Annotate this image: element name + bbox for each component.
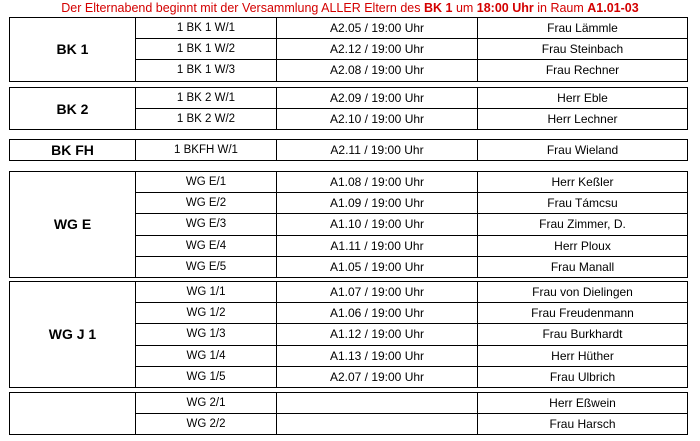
class-cell: WG E/3: [136, 214, 277, 235]
room-time-cell: A2.05 / 19:00 Uhr: [277, 18, 478, 39]
class-cell: WG E/4: [136, 235, 277, 256]
group-name: WG E: [10, 172, 136, 278]
room-time-cell: A2.11 / 19:00 Uhr: [277, 140, 478, 161]
table-row: [10, 172, 688, 193]
teacher-cell: Frau Freudenmann: [478, 303, 688, 324]
class-cell: 1 BK 2 W/1: [136, 88, 277, 109]
class-cell: WG 1/4: [136, 345, 277, 366]
group-table: [9, 139, 688, 161]
room-time-cell: [277, 393, 478, 414]
teacher-cell: Herr Ploux: [478, 235, 688, 256]
table-row: [10, 88, 688, 109]
teacher-cell: Frau Steinbach: [478, 39, 688, 60]
table-row: [10, 18, 688, 39]
teacher-cell: Herr Hüther: [478, 345, 688, 366]
class-cell: 1 BK 1 W/3: [136, 60, 277, 81]
banner-bold-group: BK 1: [423, 1, 453, 15]
class-cell: WG 2/2: [136, 414, 277, 435]
room-time-cell: A2.08 / 19:00 Uhr: [277, 60, 478, 81]
teacher-cell: Frau Wieland: [478, 140, 688, 161]
room-time-cell: A1.10 / 19:00 Uhr: [277, 214, 478, 235]
teacher-cell: Frau Támcsu: [478, 193, 688, 214]
class-cell: WG 1/3: [136, 324, 277, 345]
class-cell: WG 2/1: [136, 393, 277, 414]
class-cell: 1 BK 1 W/2: [136, 39, 277, 60]
teacher-cell: Frau Manall: [478, 256, 688, 277]
teacher-cell: Frau von Dielingen: [478, 282, 688, 303]
teacher-cell: Frau Harsch: [478, 414, 688, 435]
group-table: [9, 171, 688, 278]
teacher-cell: Herr Eble: [478, 88, 688, 109]
room-time-cell: A1.12 / 19:00 Uhr: [277, 324, 478, 345]
room-time-cell: A1.13 / 19:00 Uhr: [277, 345, 478, 366]
group-table: [9, 392, 688, 435]
group-name: BK 1: [10, 18, 136, 82]
teacher-cell: Frau Lämmle: [478, 18, 688, 39]
group-table: [9, 87, 688, 130]
class-cell: WG E/1: [136, 172, 277, 193]
teacher-cell: Herr Eßwein: [478, 393, 688, 414]
room-time-cell: [277, 414, 478, 435]
teacher-cell: Frau Burkhardt: [478, 324, 688, 345]
class-cell: 1 BK 1 W/1: [136, 18, 277, 39]
teacher-cell: Herr Keßler: [478, 172, 688, 193]
teacher-cell: Herr Lechner: [478, 109, 688, 130]
group-name: BK FH: [10, 140, 136, 161]
group-name: BK 2: [10, 88, 136, 130]
room-time-cell: A1.07 / 19:00 Uhr: [277, 282, 478, 303]
teacher-cell: Frau Zimmer, D.: [478, 214, 688, 235]
banner-bold-time: 18:00 Uhr: [476, 1, 534, 15]
room-time-cell: A1.08 / 19:00 Uhr: [277, 172, 478, 193]
class-cell: WG 1/5: [136, 366, 277, 387]
room-time-cell: A2.10 / 19:00 Uhr: [277, 109, 478, 130]
banner-text: in Raum: [533, 1, 588, 15]
teacher-cell: Frau Ulbrich: [478, 366, 688, 387]
group-name: WG J 1: [10, 282, 136, 388]
group-table: [9, 17, 688, 82]
room-time-cell: A2.09 / 19:00 Uhr: [277, 88, 478, 109]
room-time-cell: A2.12 / 19:00 Uhr: [277, 39, 478, 60]
class-cell: WG E/5: [136, 256, 277, 277]
banner-bold-room: A1.01-03: [587, 1, 639, 15]
table-row: [10, 140, 688, 161]
class-cell: 1 BKFH W/1: [136, 140, 277, 161]
room-time-cell: A1.06 / 19:00 Uhr: [277, 303, 478, 324]
class-cell: WG E/2: [136, 193, 277, 214]
room-time-cell: A1.11 / 19:00 Uhr: [277, 235, 478, 256]
room-time-cell: A1.09 / 19:00 Uhr: [277, 193, 478, 214]
room-time-cell: A2.07 / 19:00 Uhr: [277, 366, 478, 387]
class-cell: WG 1/2: [136, 303, 277, 324]
table-row: [10, 282, 688, 303]
class-cell: WG 1/1: [136, 282, 277, 303]
group-name: [10, 393, 136, 435]
group-table: [9, 281, 688, 388]
class-cell: 1 BK 2 W/2: [136, 109, 277, 130]
teacher-cell: Frau Rechner: [478, 60, 688, 81]
room-time-cell: A1.05 / 19:00 Uhr: [277, 256, 478, 277]
info-banner: [0, 0, 700, 16]
banner-text: um: [452, 1, 477, 15]
banner-text: Der Elternabend beginnt mit der Versammlung ALLER Eltern des: [61, 1, 424, 15]
table-row: [10, 393, 688, 414]
